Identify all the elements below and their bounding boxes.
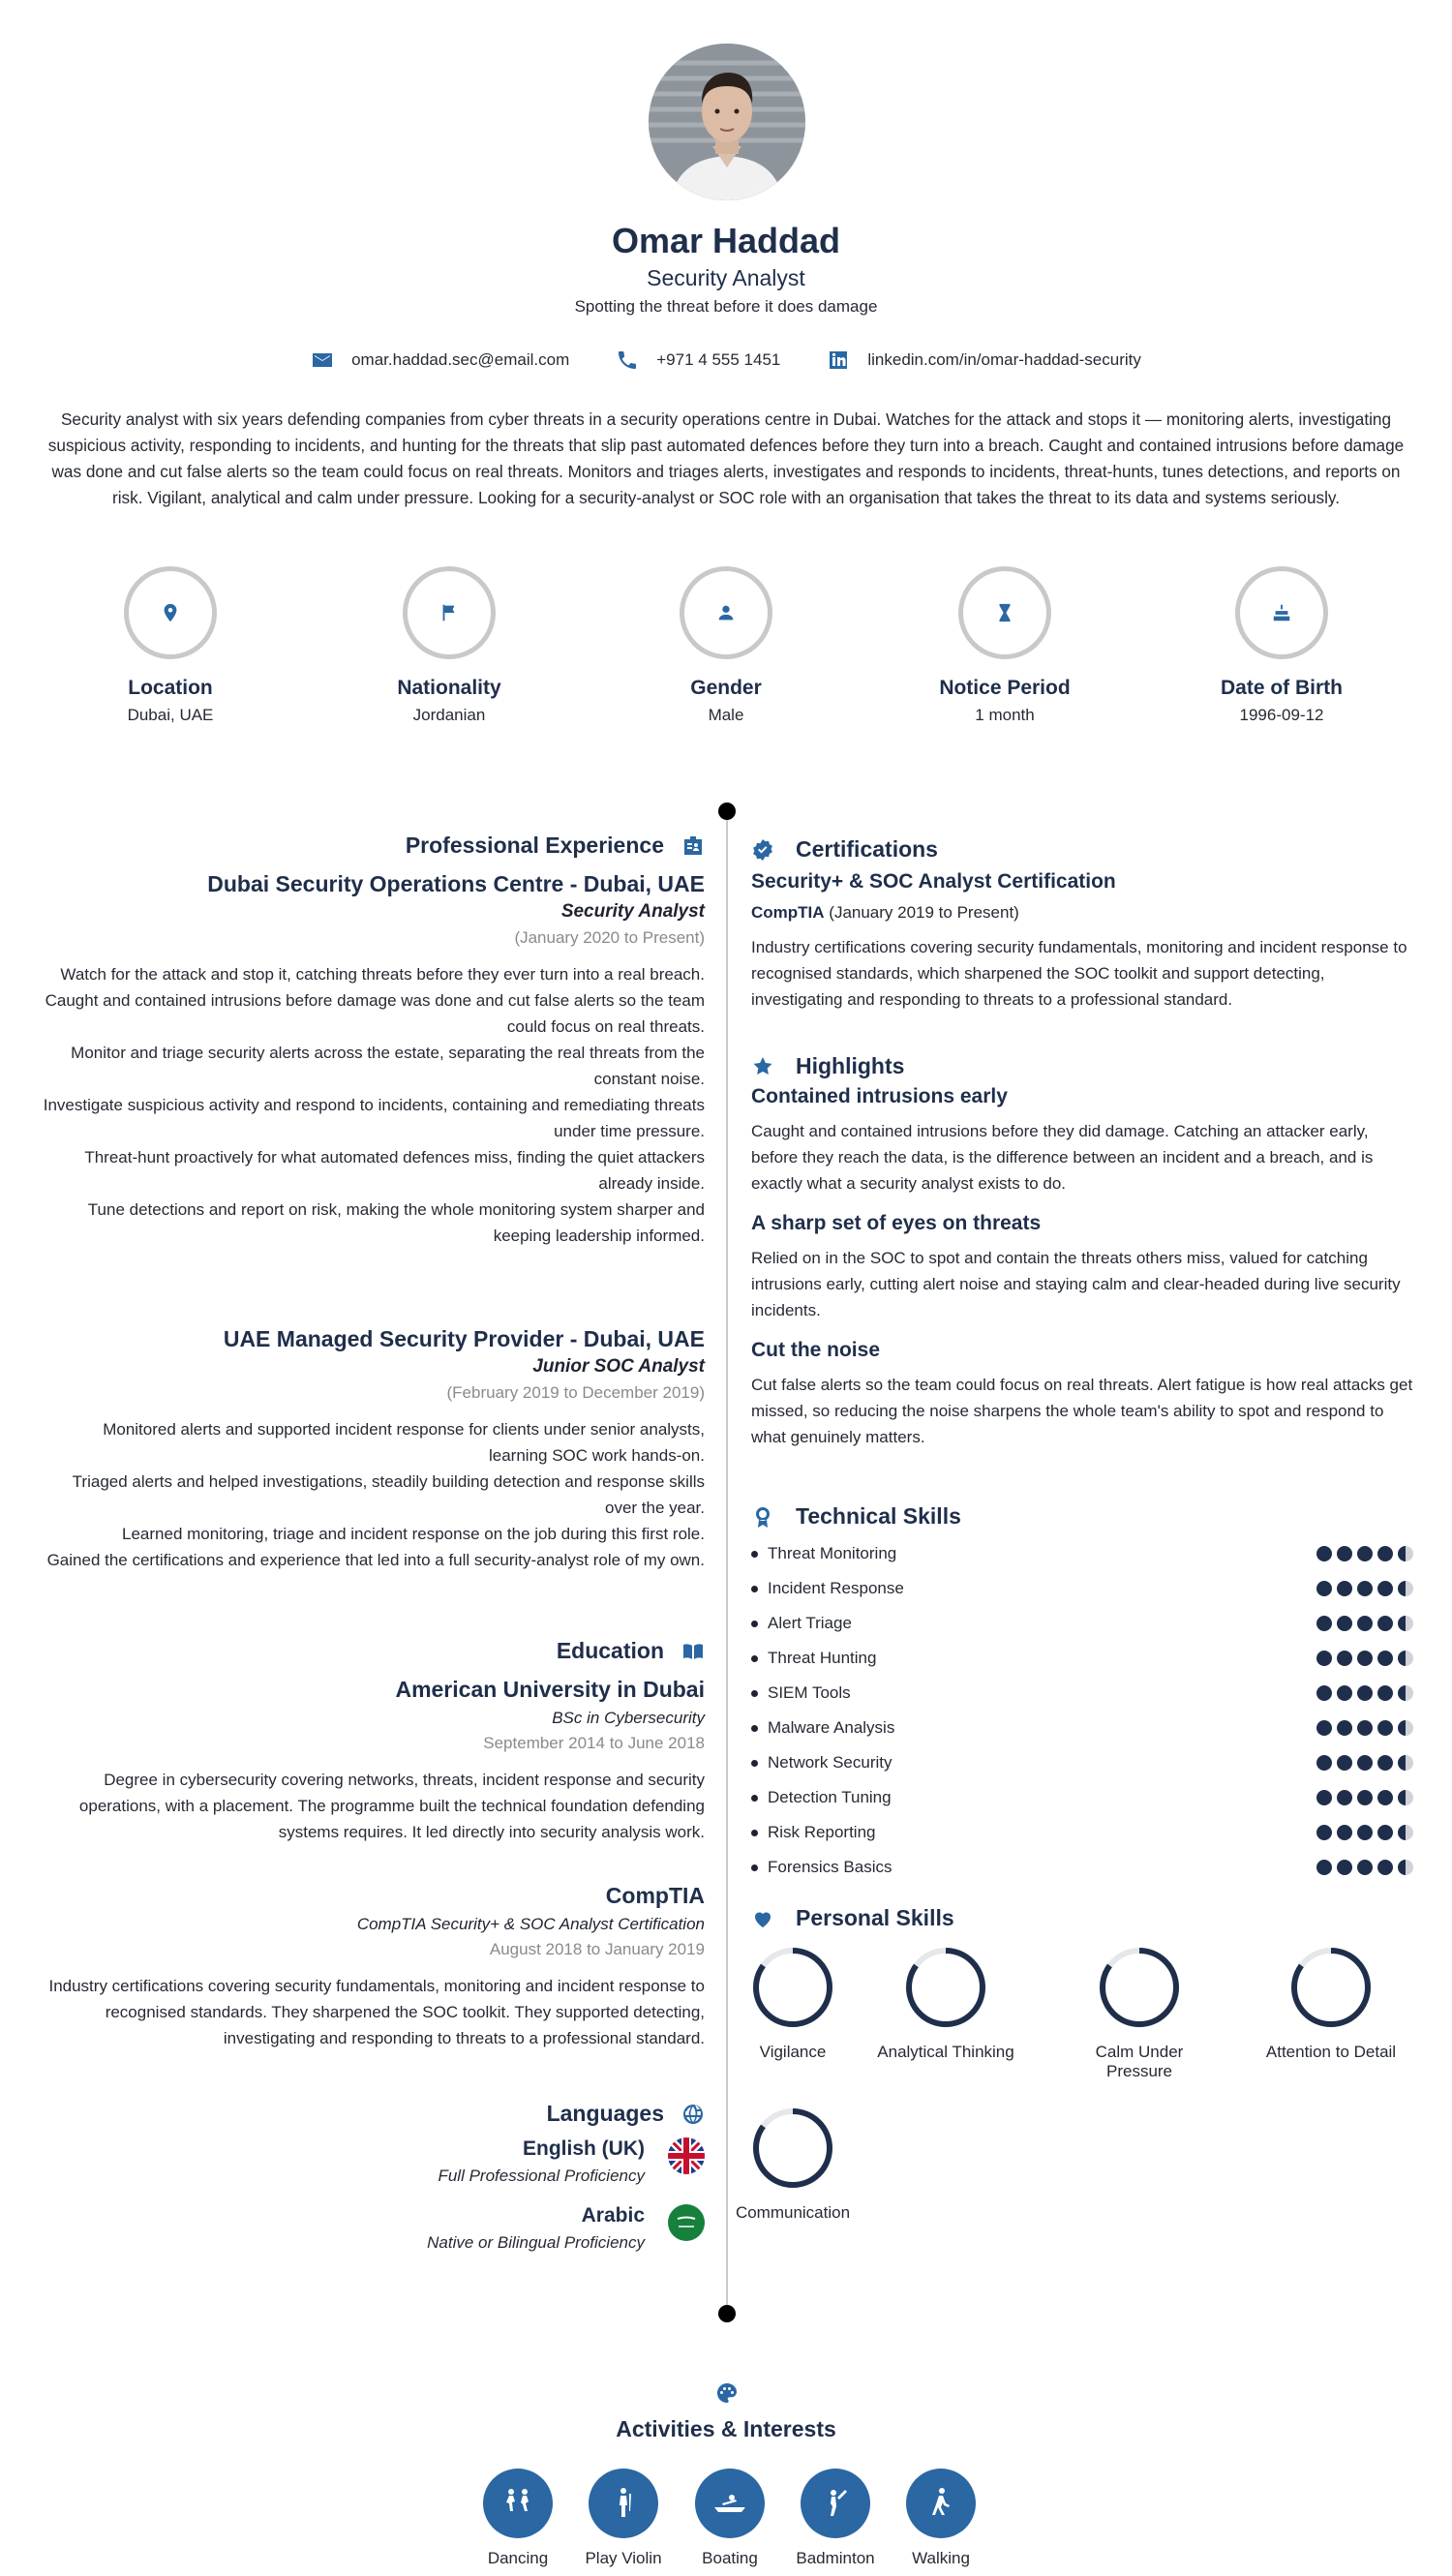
- info-value: 1 month: [975, 706, 1035, 724]
- bullet-dot: [751, 1655, 758, 1662]
- cert-title: Security+ & SOC Analyst Certification: [751, 870, 1116, 893]
- job-bullet: Learned monitoring, triage and incident response on the job during this first role.: [122, 1525, 705, 1543]
- rating-dot: [1357, 1860, 1373, 1875]
- contact-phone[interactable]: [616, 349, 780, 372]
- experience-heading: [43, 833, 705, 859]
- edu-school: CompTIA: [605, 1883, 705, 1908]
- language-name: English (UK): [523, 2137, 645, 2160]
- technical-skill-name: Threat Hunting: [768, 1649, 877, 1667]
- education-heading: [43, 1638, 705, 1664]
- technical-skill-row: [751, 1785, 1413, 1810]
- cert-meta: [751, 903, 1413, 923]
- rating-dot: [1337, 1825, 1352, 1840]
- education-section: [43, 1638, 705, 1664]
- skill-rating-dots: [1316, 1790, 1413, 1805]
- personal-skill-label: Analytical Thinking: [877, 2043, 1014, 2061]
- bullet-dot: [751, 1760, 758, 1767]
- education-entry: [43, 1677, 705, 1845]
- info-label: Location: [128, 677, 213, 699]
- technical-skill-name: Risk Reporting: [768, 1823, 876, 1841]
- technical-skill-row: [751, 1855, 1413, 1880]
- person-icon: [715, 602, 737, 623]
- technical-skill-name: Detection Tuning: [768, 1788, 892, 1806]
- contact-linkedin[interactable]: [827, 349, 1141, 372]
- highlight-title: Cut the noise: [751, 1339, 881, 1361]
- language-item: [43, 2137, 705, 2186]
- rating-dot: [1357, 1825, 1373, 1840]
- rating-dot: [1377, 1860, 1393, 1875]
- technical-skill-name: Forensics Basics: [768, 1858, 892, 1876]
- technical-skill-row: [751, 1611, 1413, 1636]
- rating-dot: [1377, 1616, 1393, 1631]
- personal-skill-label: Communication: [735, 2203, 851, 2222]
- saudi-flag-icon: [668, 2204, 705, 2241]
- cert-description: Industry certifications covering security fundamentals, monitoring and incident response to recognised standards, which sharpened the SOC toolkit and support detecting, investigating and responding to threats to a professional standard.: [751, 938, 1407, 1009]
- education-entry: [43, 1883, 705, 2051]
- rating-dot: [1357, 1720, 1373, 1736]
- skill-rating-dots: [1316, 1720, 1413, 1736]
- languages-heading: [43, 2101, 705, 2127]
- candidate-tagline: Spotting the threat before it does damage: [574, 297, 878, 316]
- rating-dot: [1398, 1546, 1413, 1561]
- rating-dot: [1377, 1685, 1393, 1701]
- profile-summary: Security analyst with six years defending companies from cyber threats in a security operations centre in Dubai. Watches for the attack and stops it — monitoring alerts, investigating suspicious activity, responding to incidents, and hunting for the threats that slip past automated defences before they turn into a breach. Caught and contained intrusions before damage was done and cut false alerts so the team could focus on real threats. Monitors and triages alerts, investigates and responds to incidents, threat-hunts, tunes detections, and reports on risk. Vigilant, analytical and calm under pressure. Looking for a security-analyst or SOC role with an organisation that takes the threat to its data and systems seriously.: [47, 409, 1405, 507]
- info-value: Male: [708, 706, 744, 724]
- linkedin-icon: [827, 349, 850, 372]
- edu-dates: September 2014 to June 2018: [483, 1734, 705, 1752]
- timeline-bottom-dot: [718, 2305, 736, 2322]
- bullet-dot: [751, 1621, 758, 1627]
- edu-description: Industry certifications covering security fundamentals, monitoring and incident response to recognised standards. They sharpened the SOC toolkit. They supported detecting, investigating and responding to threats to a professional standard.: [48, 1977, 705, 2047]
- job-position: Security Analyst: [560, 901, 705, 922]
- info-label: Notice Period: [939, 677, 1071, 699]
- rating-dot: [1337, 1581, 1352, 1596]
- rating-dot: [1377, 1755, 1393, 1771]
- technical-skill-row: [751, 1541, 1413, 1566]
- rating-dot: [1357, 1790, 1373, 1805]
- skill-rating-dots: [1316, 1546, 1413, 1561]
- candidate-name: Omar Haddad: [611, 221, 841, 260]
- flag-icon: [439, 602, 460, 623]
- phone-text[interactable]: +971 4 555 1451: [656, 350, 781, 369]
- uk-flag-icon: [668, 2137, 705, 2174]
- timeline-divider: [726, 809, 728, 2315]
- edu-degree: BSc in Cybersecurity: [552, 1709, 705, 1727]
- technical-skill-name: Threat Monitoring: [768, 1544, 897, 1562]
- rating-dot: [1316, 1651, 1332, 1666]
- info-value: 1996-09-12: [1239, 706, 1324, 724]
- technical-skill-name: SIEM Tools: [768, 1683, 851, 1702]
- section-title: Technical Skills: [796, 1503, 961, 1529]
- cert-issuer: CompTIA: [751, 903, 825, 922]
- personal-skills-section: [751, 1905, 1413, 1931]
- rating-dot: [1377, 1546, 1393, 1561]
- highlight-text: Cut false alerts so the team could focus on real threats. Alert fatigue is how real attacks get missed, so reducing the noise sharpens the whole team's ability to spot and respond to what genuinely matters.: [751, 1376, 1413, 1446]
- info-location: [64, 566, 277, 725]
- contact-bar: [0, 349, 1452, 372]
- personal-skills-heading: [751, 1905, 1413, 1931]
- activity-boating: [686, 2469, 773, 2569]
- section-title: Personal Skills: [796, 1905, 954, 1930]
- rating-dot: [1316, 1685, 1332, 1701]
- award-ribbon-icon: [751, 1505, 774, 1529]
- location-pin-icon: [160, 602, 181, 623]
- job-bullet: Gained the certifications and experience that led into a full security-analyst role of my own.: [46, 1551, 705, 1569]
- job-bullet: Monitored alerts and supported incident response for clients under senior analysts, learning SOC work hands-on.: [103, 1420, 705, 1465]
- language-item: [43, 2204, 705, 2253]
- rating-dot: [1316, 1755, 1332, 1771]
- skill-rating-dots: [1316, 1755, 1413, 1771]
- job-entry: [43, 871, 705, 1249]
- rating-dot: [1337, 1860, 1352, 1875]
- rating-dot: [1357, 1616, 1373, 1631]
- skill-progress-ring: [1289, 1946, 1373, 2029]
- technical-skill-name: Incident Response: [768, 1579, 904, 1597]
- highlight-text: Relied on in the SOC to spot and contain the threats others miss, valued for catching intrusions early, cutting alert noise and staying calm and clear-headed during live security incidents.: [751, 1249, 1401, 1319]
- rating-dot: [1398, 1755, 1413, 1771]
- violin-icon: [604, 2484, 643, 2523]
- job-position: Junior SOC Analyst: [532, 1356, 705, 1377]
- skill-rating-dots: [1316, 1581, 1413, 1596]
- highlights-section: [751, 1053, 1413, 1450]
- rating-dot: [1357, 1755, 1373, 1771]
- bullet-dot: [751, 1551, 758, 1558]
- job-entry: [43, 1326, 705, 1573]
- personal-skill: [868, 1946, 1023, 2062]
- technical-skill-row: [751, 1820, 1413, 1845]
- rating-dot: [1316, 1616, 1332, 1631]
- activity-walking: [897, 2469, 984, 2569]
- certifications-heading: [751, 836, 1413, 863]
- rating-dot: [1398, 1720, 1413, 1736]
- edu-school: American University in Dubai: [395, 1677, 705, 1702]
- activities-heading: Activities & Interests: [616, 2416, 836, 2441]
- rating-dot: [1398, 1581, 1413, 1596]
- technical-skill-row: [751, 1646, 1413, 1671]
- rating-dot: [1316, 1860, 1332, 1875]
- language-level: Full Professional Proficiency: [438, 2167, 645, 2185]
- highlight-text: Caught and contained intrusions before they did damage. Catching an attacker early, before they reach the data, is the difference between an incident and a breach, and is exactly what a security analyst exists to do.: [751, 1122, 1374, 1193]
- rating-dot: [1377, 1581, 1393, 1596]
- rating-dot: [1316, 1790, 1332, 1805]
- badminton-icon: [816, 2484, 855, 2523]
- highlight-title: A sharp set of eyes on threats: [751, 1212, 1042, 1234]
- contact-email[interactable]: [311, 349, 569, 372]
- verified-badge-icon: [751, 838, 774, 862]
- rating-dot: [1398, 1825, 1413, 1840]
- rating-dot: [1337, 1790, 1352, 1805]
- job-bullet: Caught and contained intrusions before damage was done and cut false alerts so the team could focus on real threats.: [45, 991, 705, 1036]
- activity-label: Play Violin: [585, 2549, 662, 2567]
- skill-progress-ring: [751, 2106, 834, 2190]
- edu-dates: August 2018 to January 2019: [489, 1940, 705, 1958]
- job-bullet: Monitor and triage security alerts across the estate, separating the real threats from the constant noise.: [71, 1044, 705, 1088]
- rating-dot: [1337, 1651, 1352, 1666]
- rating-dot: [1337, 1616, 1352, 1631]
- activity-label: Walking: [912, 2549, 970, 2567]
- open-book-icon: [681, 1640, 705, 1663]
- job-company: Dubai Security Operations Centre - Dubai, UAE: [207, 871, 705, 896]
- certifications-section: [751, 836, 1413, 1013]
- rating-dot: [1316, 1720, 1332, 1736]
- heart-icon: [751, 1907, 774, 1930]
- edu-degree: CompTIA Security+ & SOC Analyst Certification: [356, 1915, 705, 1933]
- info-gender: [620, 566, 832, 725]
- personal-skill: [715, 2106, 870, 2223]
- envelope-icon: [311, 349, 334, 372]
- rating-dot: [1357, 1685, 1373, 1701]
- skill-rating-dots: [1316, 1860, 1413, 1875]
- rating-dot: [1337, 1720, 1352, 1736]
- walking-icon: [922, 2484, 960, 2523]
- cert-dates: (January 2019 to Present): [829, 903, 1019, 922]
- personal-skill: [1062, 1946, 1217, 2081]
- rating-dot: [1398, 1685, 1413, 1701]
- job-bullet: Watch for the attack and stop it, catching threats before they ever turn into a real breach.: [60, 965, 705, 984]
- job-bullet: Tune detections and report on risk, making the whole monitoring system sharper and keeping leadership informed.: [87, 1200, 705, 1245]
- palette-icon: [715, 2381, 739, 2409]
- skill-rating-dots: [1316, 1825, 1413, 1840]
- id-badge-icon: [681, 834, 705, 858]
- activity-label: Boating: [702, 2549, 758, 2567]
- rating-dot: [1316, 1546, 1332, 1561]
- edu-description: Degree in cybersecurity covering networks, threats, incident response and security operations, with a placement. The programme built the technical foundation defending systems requires. It led directly into security analysis work.: [78, 1771, 705, 1841]
- technical-skills-section: [751, 1503, 1413, 1530]
- section-title: Professional Experience: [405, 833, 664, 858]
- technical-skill-name: Alert Triage: [768, 1614, 852, 1632]
- timeline-top-dot: [718, 803, 736, 820]
- personal-skill: [1254, 1946, 1408, 2062]
- rating-dot: [1398, 1860, 1413, 1875]
- job-company: UAE Managed Security Provider - Dubai, UAE: [223, 1326, 705, 1351]
- rating-dot: [1398, 1616, 1413, 1631]
- bullet-dot: [751, 1725, 758, 1732]
- rating-dot: [1337, 1685, 1352, 1701]
- email-text[interactable]: omar.haddad.sec@email.com: [351, 350, 570, 369]
- section-title: Languages: [546, 2101, 664, 2126]
- rating-dot: [1377, 1825, 1393, 1840]
- section-title: Education: [556, 1638, 664, 1663]
- bullet-dot: [751, 1864, 758, 1871]
- technical-skill-row: [751, 1576, 1413, 1601]
- rating-dot: [1337, 1755, 1352, 1771]
- language-level: Native or Bilingual Proficiency: [427, 2233, 645, 2252]
- skill-progress-ring: [904, 1946, 987, 2029]
- rating-dot: [1377, 1720, 1393, 1736]
- rating-dot: [1316, 1581, 1332, 1596]
- info-value: Dubai, UAE: [127, 706, 214, 724]
- linkedin-text[interactable]: linkedin.com/in/omar-haddad-security: [867, 350, 1141, 369]
- info-notice-period: [898, 566, 1111, 725]
- skill-rating-dots: [1316, 1651, 1413, 1666]
- globe-icon: [681, 2103, 705, 2126]
- activity-label: Badminton: [796, 2549, 875, 2567]
- hourglass-icon: [994, 602, 1015, 623]
- job-bullet: Triaged alerts and helped investigations, steadily building detection and response skills over the year.: [72, 1472, 705, 1517]
- info-label: Date of Birth: [1221, 677, 1343, 699]
- skill-rating-dots: [1316, 1685, 1413, 1701]
- cake-icon: [1271, 602, 1292, 623]
- rating-dot: [1357, 1651, 1373, 1666]
- rating-dot: [1316, 1825, 1332, 1840]
- personal-skills-list: [735, 1946, 1413, 2236]
- personal-skill-label: Vigilance: [759, 2043, 827, 2061]
- bullet-dot: [751, 1795, 758, 1802]
- bullet-dot: [751, 1830, 758, 1836]
- language-name: Arabic: [581, 2204, 645, 2227]
- rating-dot: [1377, 1651, 1393, 1666]
- boating-icon: [711, 2484, 749, 2523]
- activity-dancing: [474, 2469, 561, 2569]
- phone-icon: [616, 349, 639, 372]
- technical-skill-row: [751, 1715, 1413, 1741]
- info-value: Jordanian: [412, 706, 486, 724]
- section-title: Highlights: [796, 1053, 905, 1078]
- technical-skills-heading: [751, 1503, 1413, 1530]
- bullet-dot: [751, 1586, 758, 1592]
- technical-skill-row: [751, 1681, 1413, 1706]
- personal-skill: [715, 1946, 870, 2062]
- skill-progress-ring: [751, 1946, 834, 2029]
- job-bullets: [43, 1416, 705, 1573]
- rating-dot: [1357, 1546, 1373, 1561]
- rating-dot: [1357, 1581, 1373, 1596]
- job-bullet: Investigate suspicious activity and respond to incidents, containing and remediating threats under time pressure.: [43, 1096, 705, 1140]
- skill-rating-dots: [1316, 1616, 1413, 1631]
- rating-dot: [1398, 1651, 1413, 1666]
- highlights-heading: [751, 1053, 1413, 1079]
- star-badge-icon: [751, 1055, 774, 1078]
- personal-skill-label: Attention to Detail: [1265, 2043, 1397, 2061]
- candidate-role: Security Analyst: [647, 265, 805, 290]
- technical-skills-list: [751, 1541, 1413, 1890]
- info-date-of-birth: [1175, 566, 1388, 725]
- rating-dot: [1377, 1790, 1393, 1805]
- job-dates: (February 2019 to December 2019): [446, 1383, 705, 1402]
- experience-section: [43, 833, 705, 859]
- info-nationality: [343, 566, 556, 725]
- technical-skill-name: Network Security: [768, 1753, 892, 1772]
- profile-photo: [649, 44, 805, 200]
- rating-dot: [1398, 1790, 1413, 1805]
- activity-violin: [580, 2469, 667, 2569]
- bullet-dot: [751, 1690, 758, 1697]
- activity-label: Dancing: [487, 2549, 549, 2567]
- info-label: Nationality: [397, 677, 501, 699]
- languages-section: [43, 2101, 705, 2127]
- technical-skill-row: [751, 1750, 1413, 1775]
- dancing-icon: [499, 2484, 537, 2523]
- job-bullets: [43, 961, 705, 1249]
- technical-skill-name: Malware Analysis: [768, 1718, 895, 1737]
- info-label: Gender: [690, 677, 762, 699]
- skill-progress-ring: [1098, 1946, 1181, 2029]
- activity-badminton: [792, 2469, 879, 2569]
- rating-dot: [1337, 1546, 1352, 1561]
- highlight-title: Contained intrusions early: [751, 1085, 1008, 1107]
- job-dates: (January 2020 to Present): [514, 928, 705, 947]
- job-bullet: Threat-hunt proactively for what automated defences miss, finding the quiet attackers already inside.: [84, 1148, 705, 1193]
- personal-skill-label: Calm Under Pressure: [1095, 2043, 1184, 2080]
- section-title: Certifications: [796, 836, 938, 862]
